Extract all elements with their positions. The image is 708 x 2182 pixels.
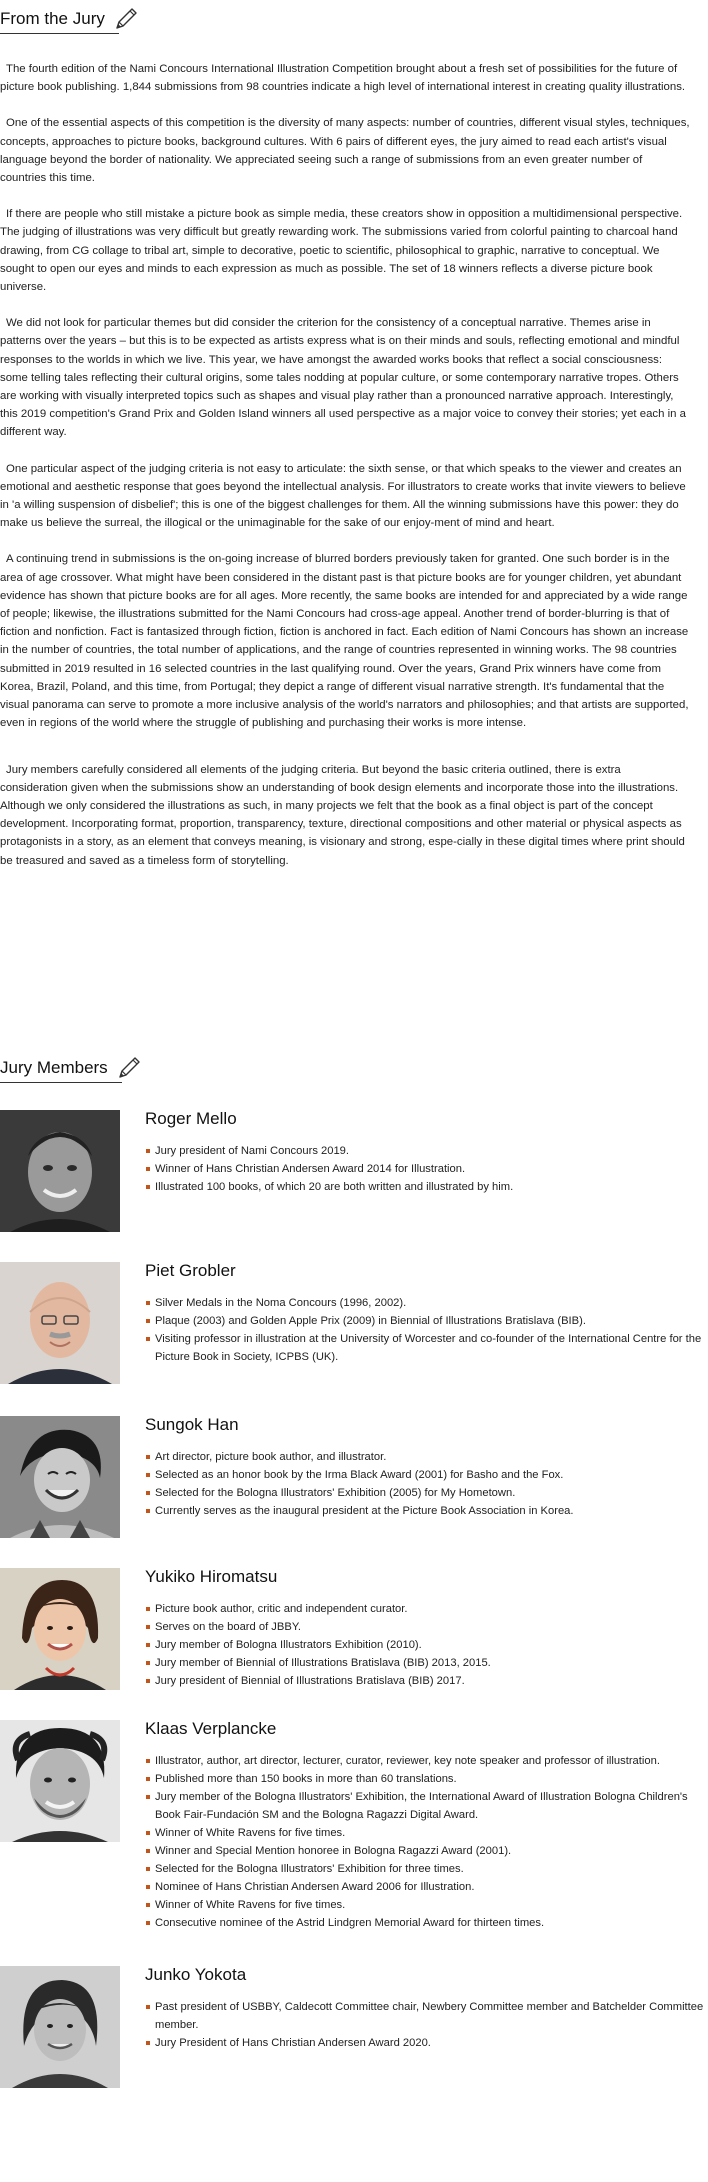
member-fact: Illustrated 100 books, of which 20 are both written and illustrated by him. — [145, 1178, 705, 1196]
member-fact: Visiting professor in illustration at the University of Worcester and co-founder of the International Centre for the Picture Book in Society, ICPBS (UK). — [145, 1330, 705, 1366]
member-fact: Plaque (2003) and Golden Apple Prix (2009) in Biennial of Illustrations Bratislava (BIB). — [145, 1312, 705, 1330]
member-fact: Selected for the Bologna Illustrators' Exhibition (2005) for My Hometown. — [145, 1484, 705, 1502]
member-fact: Winner of White Ravens for five times. — [145, 1896, 705, 1914]
jury-member — [0, 1416, 708, 1568]
member-facts — [145, 1448, 705, 1520]
jury-paragraph: A continuing trend in submissions is the on-going increase of blurred borders previously taken for granted. One such border is in the area of age crossover. What might have been considered in the distant past is that picture books are for younger children, yet abundant evidence has shown that picture books are for all ages. More recently, the same books are intended for and appreciated by a wide range of people; likewise, the illustrations submitted for the Nami Concours had cross-age appeal. Another trend of border-blurring is that of fiction and nonfiction. Fact is fantasized through fiction, fiction is anchored in fact. Each edition of Nami Concours has shown an increase in the number of countries, the total number of applications, and the range of countries represented in winning works. The 98 countries submitted in 2019 resulted in 16 selected countries in the last qualifying round. Over the years, Grand Prix winners have come from Korea, Brazil, Poland, and this time, from Portugal; they depict a range of different visual narrative strength. It's fundamental that the visual panorama can serve to promote a more inclusive analysis of the world's narrators and philosophies; and that artists are supported, even in regions of the world where the struggle of publishing and purchasing their works is more intense. — [0, 553, 689, 730]
jury-member — [0, 1110, 708, 1262]
jury-paragraph: If there are people who still mistake a picture book as simple media, these creators show in opposition a multidimensional perspective. The judging of illustrations was very difficult but greatly rewarding work. The submissions varied from colorful painting to charcoal hand drawing, from CG collage to tribal art, simple to decorative, poetic to scientific, philosophical to graphic, narrative to conceptual. We sought to open our eyes and minds to each expression as much as possible. The set of 18 winners reflects a diverse picture book universe. — [0, 208, 683, 294]
member-facts — [145, 1998, 705, 2052]
member-name: Sungok Han — [145, 1415, 239, 1434]
member-fact: Silver Medals in the Noma Concours (1996, 2002). — [145, 1294, 705, 1312]
from-the-jury-title: From the Jury — [0, 9, 119, 34]
member-fact: Currently serves as the inaugural president at the Picture Book Association in Korea. — [145, 1502, 705, 1520]
member-info — [145, 1964, 705, 2052]
member-name: Junko Yokota — [145, 1965, 247, 1984]
pencil-icon — [116, 1055, 142, 1081]
jury-paragraph: One of the essential aspects of this competition is the diversity of many aspects: number of countries, different visual styles, techniques, concepts, approaches to picture books, background cultures. With 6 pairs of different eyes, the jury aimed to read each artist's visual language beyond the border of nationality. We appreciated seeing such a range of submissions from an even greater number of countries this time. — [0, 117, 690, 185]
jury-paragraph: The fourth edition of the Nami Concours International Illustration Competition brought about a fresh set of possibilities for the future of picture book publishing. 1,844 submissions from 98 countries indicate a high level of international interest in creating quality illustrations. — [0, 63, 686, 94]
member-fact: Jury president of Nami Concours 2019. — [145, 1142, 705, 1160]
member-facts — [145, 1142, 705, 1196]
member-info — [145, 1566, 705, 1690]
member-fact: Published more than 150 books in more than 60 translations. — [145, 1770, 705, 1788]
jury-members-heading — [0, 1053, 142, 1083]
jury-paragraph: Jury members carefully considered all elements of the judging criteria. But beyond the basic criteria outlined, there is extra consideration given when the submissions show an understanding of book design elements and incorporate those into the illustrations. Although we only considered the illustrations as such, in many projects we felt that the book as a final object is part of the concept development. Incorporating format, proportion, transparency, texture, directional compositions and other material or physical aspects as protagonists in a story, as an element that conveys meaning, is visionary and strong, espe-cially in these digital times where print should be treasured and saved as a timeless form of storytelling. — [0, 763, 685, 867]
jury-paragraph: We did not look for particular themes but did consider the criterion for the consistency of a conceptual narrative. Themes arise in patterns over the years – but this is to be expected as artists express what is on their minds and souls, reflecting emotional and mindful responses to the worlds in which we live. This year, we have amongst the awarded works books that reflect a social consciousness: some telling tales reflecting their cultural origins, some tales nodding at popular culture, or some contemporary narrative tropes. Others are working with visually interpreted topics such as shapes and visual play rather than a pronounced narrative approach. Interestingly, this 2019 competition's Grand Prix and Golden Island winners all used perspective as a major voice to convey their stories; yet each in a different way. — [0, 317, 686, 439]
member-info — [145, 1260, 705, 1366]
jury-members-list — [0, 1110, 708, 2106]
jury-member — [0, 1262, 708, 1416]
member-fact: Serves on the board of JBBY. — [145, 1618, 705, 1636]
member-fact: Jury member of Bologna Illustrators Exhibition (2010). — [145, 1636, 705, 1654]
member-photo — [0, 1568, 120, 1690]
member-fact: Jury member of Biennial of Illustrations Bratislava (BIB) 2013, 2015. — [145, 1654, 705, 1672]
member-fact: Past president of USBBY, Caldecott Committee chair, Newbery Committee member and Batchelder Committee member. — [145, 1998, 705, 2034]
member-facts — [145, 1600, 705, 1690]
member-name: Klaas Verplancke — [145, 1719, 277, 1738]
member-info — [145, 1108, 705, 1196]
jury-member — [0, 1966, 708, 2106]
jury-member — [0, 1568, 708, 1720]
member-fact: Nominee of Hans Christian Andersen Award 2006 for Illustration. — [145, 1878, 705, 1896]
jury-members-title: Jury Members — [0, 1058, 122, 1083]
member-fact: Jury President of Hans Christian Andersen Award 2020. — [145, 2034, 705, 2052]
member-facts — [145, 1752, 705, 1932]
member-fact: Selected as an honor book by the Irma Black Award (2001) for Basho and the Fox. — [145, 1466, 705, 1484]
member-photo — [0, 1262, 120, 1384]
member-photo — [0, 1110, 120, 1232]
member-name: Piet Grobler — [145, 1261, 236, 1280]
member-fact: Illustrator, author, art director, lecturer, curator, reviewer, key note speaker and professor of illustration. — [145, 1752, 705, 1770]
member-fact: Consecutive nominee of the Astrid Lindgren Memorial Award for thirteen times. — [145, 1914, 705, 1932]
member-fact: Jury president of Biennial of Illustrations Bratislava (BIB) 2017. — [145, 1672, 705, 1690]
member-fact: Winner and Special Mention honoree in Bologna Ragazzi Award (2001). — [145, 1842, 705, 1860]
member-fact: Selected for the Bologna Illustrators' Exhibition for three times. — [145, 1860, 705, 1878]
member-fact: Jury member of the Bologna Illustrators' Exhibition, the International Award of Illustration Bologna Children's Book Fair-Fundación SM and the Bologna Ragazzi Digital Award. — [145, 1788, 705, 1824]
member-photo — [0, 1720, 120, 1842]
member-info — [145, 1718, 705, 1932]
member-fact: Picture book author, critic and independent curator. — [145, 1600, 705, 1618]
member-info — [145, 1414, 705, 1520]
member-photo — [0, 1416, 120, 1538]
member-name: Roger Mello — [145, 1109, 237, 1128]
member-photo — [0, 1966, 120, 2088]
jury-member — [0, 1720, 708, 1966]
pencil-icon — [113, 6, 139, 32]
member-facts — [145, 1294, 705, 1366]
jury-statement — [0, 60, 690, 888]
from-the-jury-heading — [0, 4, 139, 34]
member-name: Yukiko Hiromatsu — [145, 1567, 278, 1586]
jury-paragraph: One particular aspect of the judging criteria is not easy to articulate: the sixth sense, or that which speaks to the viewer and creates an emotional and aesthetic response that goes beyond the intellectual analysis. For illustrators to create works that invite viewers to believe in 'a willing suspension of disbelief'; this is one of the biggest challenges for them. All the winning submissions have this power: they do make us believe the surreal, the illogical or the unimaginable for the sake of our enjoy-ment of mind and heart. — [0, 462, 686, 530]
member-fact: Art director, picture book author, and illustrator. — [145, 1448, 705, 1466]
member-fact: Winner of Hans Christian Andersen Award 2014 for Illustration. — [145, 1160, 705, 1178]
member-fact: Winner of White Ravens for five times. — [145, 1824, 705, 1842]
